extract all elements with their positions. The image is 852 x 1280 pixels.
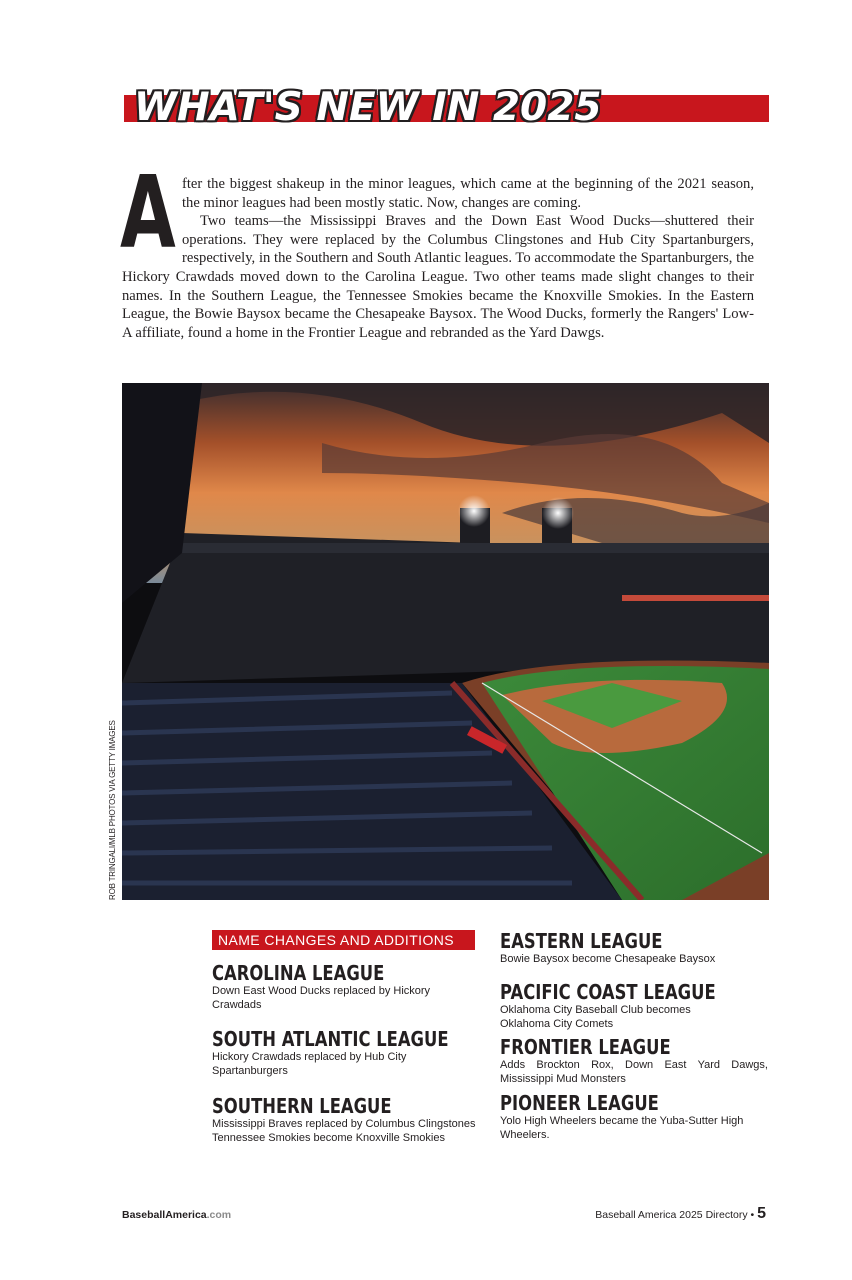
page-number: 5	[757, 1205, 766, 1222]
site-name: BaseballAmerica	[122, 1209, 207, 1221]
league-change: Yolo High Wheelers became the Yuba-Sutter High Wheelers.	[500, 1115, 744, 1141]
league-change: Bowie Baysox become Chesapeake Baysox	[500, 953, 716, 965]
league-name: SOUTH ATLANTIC LEAGUE	[212, 1027, 449, 1051]
site-suffix: .com	[206, 1209, 232, 1221]
changes-right-column	[500, 930, 768, 1142]
stadium-light-right	[542, 497, 574, 529]
intro-paragraph-2: Two teams—the Mississippi Braves and the Down East Wood Ducks—shuttered their operations. They were replaced by the Columbus Clingstones and Hub City Spartanburgers, respectively, in the Southern and South Atlantic leagues. To accommodate the Spartanburgers, the Hickory Crawdads moved down to the Carolina League. Two other teams made slight changes to their names. In the Southern League, the Tennessee Smokies became the Knoxville Smokies. In the Eastern League, the Bowie Baysox became the Chesapeake Baysox. The Wood Ducks, formerly the Rangers' Low-A affiliate, found a home in the Frontier League and rebranded as the Yard Dawgs.	[122, 213, 754, 341]
league-southern	[212, 1095, 482, 1145]
league-pacific-coast	[500, 981, 768, 1031]
stadium-illustration	[122, 383, 769, 900]
league-name: PACIFIC COAST LEAGUE	[500, 980, 716, 1004]
league-carolina	[212, 962, 482, 1012]
stadium-light-left	[458, 495, 490, 527]
league-name: FRONTIER LEAGUE	[500, 1035, 671, 1059]
upper-deck-rim	[182, 543, 769, 553]
photo-credit: ROB TRINGALI/MLB PHOTOS VIA GETTY IMAGES	[108, 720, 117, 900]
scoreboard-ribbon	[622, 595, 769, 601]
footer-site	[122, 1209, 231, 1221]
upper-deck	[122, 533, 769, 683]
footer-folio	[595, 1205, 766, 1223]
league-change: Oklahoma City Comets	[500, 1018, 614, 1030]
league-name: PIONEER LEAGUE	[500, 1091, 659, 1115]
page-title: WHAT'S NEW IN 2025	[134, 85, 602, 130]
league-change: Mississippi Braves replaced by Columbus Clingstones	[212, 1118, 476, 1130]
league-change: Oklahoma City Baseball Club becomes	[500, 1004, 691, 1016]
league-change: Tennessee Smokies become Knoxville Smokies	[212, 1132, 445, 1144]
league-frontier	[500, 1036, 768, 1086]
folio-separator: •	[747, 1209, 758, 1221]
league-change: Down East Wood Ducks replaced by Hickory Crawdads	[212, 985, 431, 1011]
league-name: EASTERN LEAGUE	[500, 929, 663, 953]
changes-heading: NAME CHANGES AND ADDITIONS	[212, 930, 475, 950]
league-pioneer	[500, 1092, 768, 1142]
league-change: Adds Brockton Rox, Down East Yard Dawgs, Mississippi Mud Monsters	[500, 1059, 768, 1085]
league-eastern	[500, 930, 768, 966]
league-name: CAROLINA LEAGUE	[212, 961, 385, 985]
league-name: SOUTHERN LEAGUE	[212, 1094, 392, 1118]
changes-left-column	[212, 930, 482, 1145]
intro-paragraph-1: fter the biggest shakeup in the minor leagues, which came at the beginning of the 2021 season, the minor leagues had been mostly static. Now, changes are coming.	[182, 176, 754, 211]
stadium-photo	[122, 383, 769, 900]
publication-name: Baseball America 2025 Directory	[595, 1209, 748, 1221]
league-south-atlantic	[212, 1028, 482, 1078]
league-change: Hickory Crawdads replaced by Hub City Spartanburgers	[212, 1051, 407, 1077]
drop-cap: A	[120, 154, 176, 271]
intro-article	[120, 154, 754, 342]
